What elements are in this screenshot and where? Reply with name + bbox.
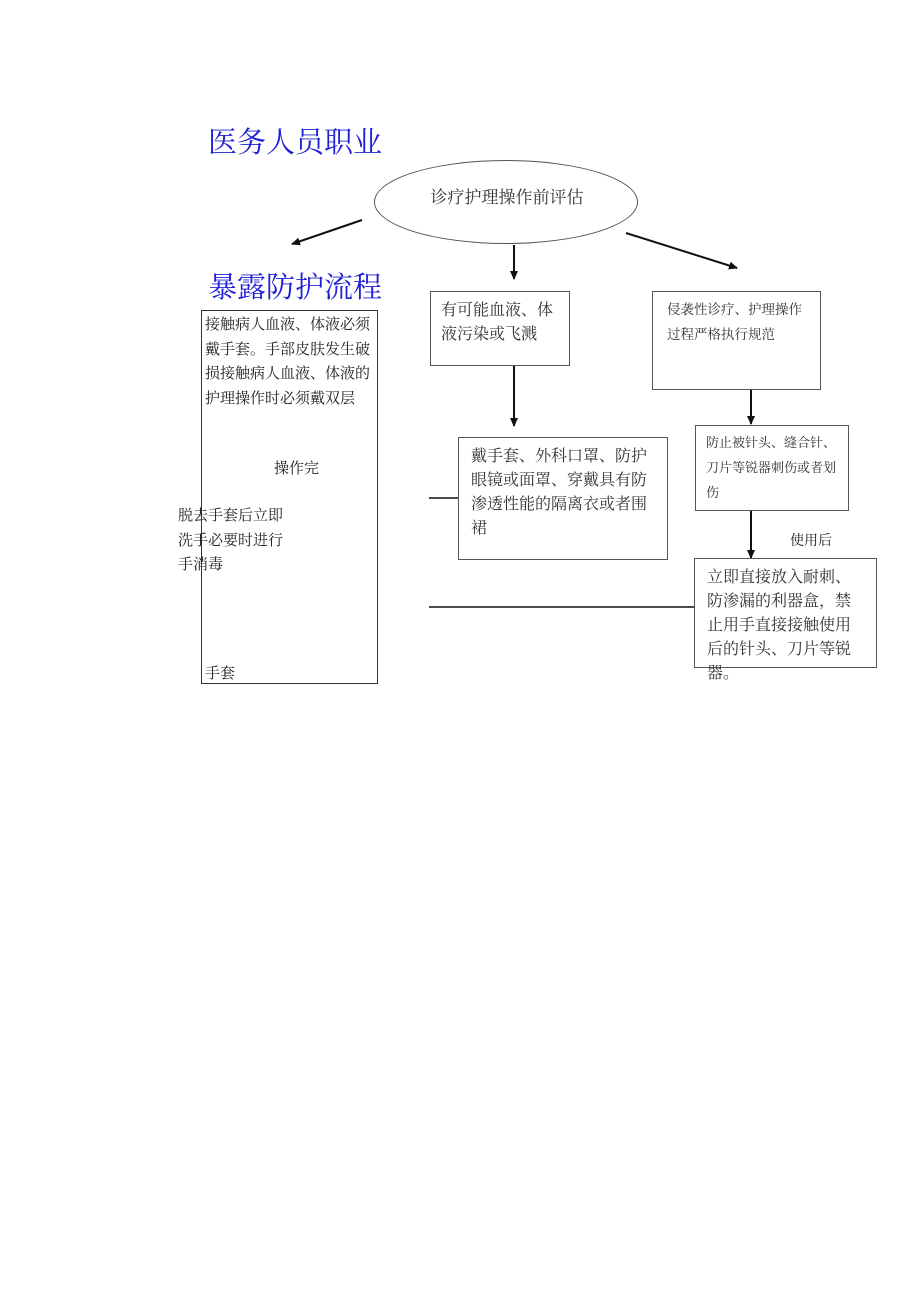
- title-line-2: 暴露防护流程: [208, 270, 383, 304]
- right-prevent-text: 防止被针头、缝合针、刀片等锐器刺伤或者划伤: [706, 436, 837, 501]
- after-operation-label: 操作完: [274, 459, 320, 477]
- root-node-ellipse: [374, 160, 638, 244]
- middle-action-box: [458, 437, 668, 560]
- arrow-to-right-branch: [626, 233, 737, 268]
- title-line-1: 医务人员职业: [208, 125, 383, 159]
- right-condition-box: [652, 291, 821, 390]
- right-condition-text: 侵袭性诊疗、护理操作过程严格执行规范: [667, 302, 802, 343]
- middle-condition-text: 有可能血液、体液污染或飞溅: [441, 300, 554, 343]
- left-column-text: 接触病人血液、体液必须戴手套。手部皮肤发生破损接触病人血液、体液的护理操作时必须戴双层: [205, 315, 371, 407]
- wash-line: 洗手必要时进行: [178, 530, 284, 549]
- middle-condition-box: [430, 291, 570, 366]
- after-use-label: 使用后: [790, 533, 832, 549]
- right-prevent-box: [695, 425, 849, 511]
- wash-line: 脱去手套后立即: [178, 506, 284, 524]
- arrow-to-left-branch: [292, 220, 362, 244]
- middle-action-text: 戴手套、外科口罩、防护眼镜或面罩、穿戴具有防渗透性能的隔离衣或者围裙: [471, 446, 648, 537]
- gloves-label: 手套: [205, 664, 236, 682]
- wash-hands-instructions: [178, 503, 283, 577]
- wash-line: 手消毒: [178, 555, 224, 573]
- right-dispose-box: [694, 558, 877, 682]
- right-dispose-text: 立即直接放入耐刺、防渗漏的利器盒，禁止用手直接接触使用后的针头、刀片等锐器。: [707, 567, 852, 682]
- root-node-label: 诊疗护理操作前评估: [430, 188, 584, 208]
